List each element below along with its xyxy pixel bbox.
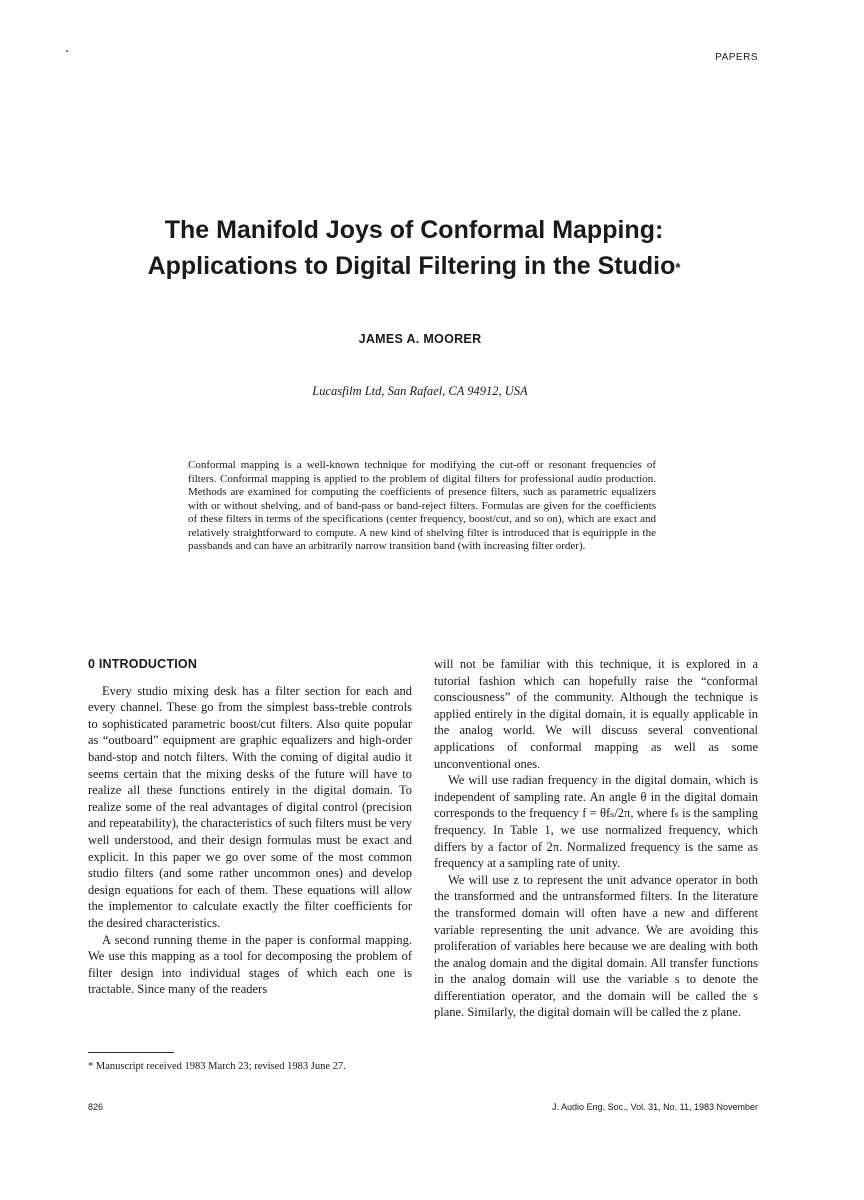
paragraph: We will use z to represent the unit advance operator in both the transformed and the untransformed filters. In the literature the transformed domain will often have a new and different variable representing the unit advance. We are avoiding this proliferation of variables here because we are dealing with both the analog domain and the digital domain. All transfer functions in the analog domain will use the variable s to denote the differentiation operator, and the domain will be called the s plane. Similarly, the digital domain will be called the z plane. <box>434 872 758 1020</box>
title-line-1: The Manifold Joys of Conformal Mapping: <box>164 216 664 244</box>
paragraph: We will use radian frequency in the digital domain, which is independent of sampling rate. An angle θ in the digital domain corresponds to the frequency f = θfₛ/2π, where fₛ is the sampling frequency. In Table 1, we use normalized frequency, which differs by a factor of 2π. Normalized frequency is the same as frequency at a sampling rate of unity. <box>434 773 758 871</box>
section-tag: PAPERS <box>715 52 758 63</box>
footnote-divider <box>88 1052 174 1053</box>
journal-reference: J. Audio Eng. Soc., Vol. 31, No. 11, 1983 November <box>552 1102 758 1112</box>
paragraph: will not be familiar with this technique, it is explored in a tutorial fashion which can hopefully raise the “conformal consciousness” of the community. Although the technique is applied entirely in the digital domain, it is equally applicable in the analog world. We will discuss several conventional applications of conformal mapping as well as some unconventional ones. <box>434 657 758 771</box>
author-name: JAMES A. MOORER <box>358 332 482 346</box>
abstract: Conformal mapping is a well-known technique for modifying the cut-off or resonant frequencies of filters. Conformal mapping is applied to the problem of digital filters for professional audio production. Methods are examined for computing the coefficients of presence filters, such as parametric equalizers with or without shelving, and of band-pass or band-reject filters. Formulas are given for the coefficients of these filters in terms of the specifications (center frequency, boost/cut, and so on), which are exact and relatively straightforward to compute. A new kind of shelving filter is introduced that is equiripple in the passbands and can have an arbitrarily narrow transition band (with increasing filter order). <box>188 459 656 552</box>
paragraph: Every studio mixing desk has a filter section for each and every channel. These go from the simplest bass-treble controls to sophisticated parametric boost/cut filters. Also quite popular as “outboard” equipment are graphic equalizers and high-order band-stop and notch filters. With the coming of digital audio it seems certain that the mixing desks of the future will have to realize all these functions entirely in the digital domain. To realize some of the real advantages of digital control (precision and repeatability), the characteristics of such filters must be very well understood, and their design formulas must be exact and explicit. In this paper we go over some of the most common studio filters (and some rather uncommon ones) and develop design equations for each of them. These equations will allow the implementor to calculate exactly the filter coefficients for the desired characteristics. <box>88 683 412 930</box>
page-number: 826 <box>88 1102 104 1112</box>
author-affiliation: Lucasfilm Ltd, San Rafael, CA 94912, USA <box>312 384 528 398</box>
title-line-2 <box>0 248 828 284</box>
paragraph: A second running theme in the paper is conformal mapping. We use this mapping as a tool for decomposing the problem of filter design into individual stages of which each one is tractable. Since many of the readers <box>88 932 412 997</box>
title-footnote-mark: * <box>675 260 681 275</box>
body-column-right <box>434 656 758 1021</box>
title-line-2-text: Applications to Digital Filtering in the Studio <box>147 252 676 280</box>
scan-speck <box>66 50 68 52</box>
body-column-left <box>88 656 412 998</box>
section-heading: 0 INTRODUCTION <box>88 657 198 671</box>
footnote: * Manuscript received 1983 March 23; revised 1983 June 27. <box>88 1061 346 1072</box>
article-title <box>0 212 828 284</box>
